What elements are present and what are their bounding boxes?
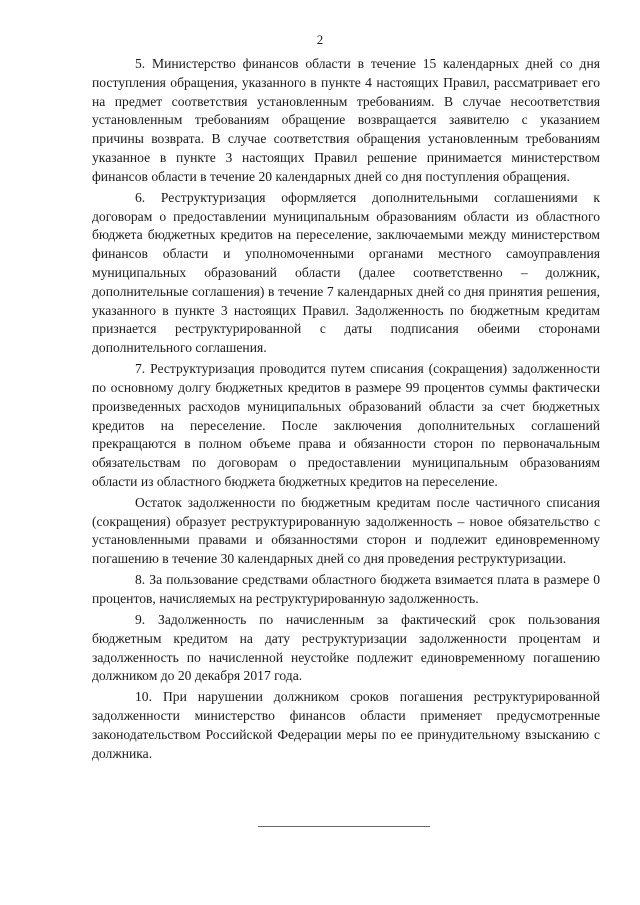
paragraph-8: 8. За пользование средствами областного бюджета взимается плата в размере 0 процентов, начисляемых на реструктурированную задолженность. <box>92 572 600 607</box>
paragraph-7-continued: Остаток задолженности по бюджетным кредитам после частичного списания (сокращения) образует реструктурированную задолженность – новое обязательство с установленными правами и обязанностями сторон и подлежит единовременному погашению в течение 30 календарных дней со дня проведения реструктуризации. <box>92 494 600 567</box>
document-body <box>92 55 600 766</box>
paragraph-9: 9. Задолженность по начисленным за фактический срок пользования бюджетным кредитом на дату реструктуризации задолженности процентам и задолженность по начисленной неустойке подлежит единовременному погашению должником до 20 декабря 2017 года. <box>92 612 600 684</box>
end-of-document-line <box>258 826 430 827</box>
page-number: 2 <box>316 32 324 47</box>
paragraph-6: 6. Реструктуризация оформляется дополнительными соглашениями к договорам о предоставлении муниципальным образованиям области из областного бюджета бюджетных кредитов на переселение, заключаемыми между министерством финансов области и уполномоченными органами местного самоуправления муниципальных образований области (далее соответственно – должник, дополнительные соглашения) в течение 7 календарных дней со дня принятия решения, указанного в пункте 3 настоящих Правил. Задолженность по бюджетным кредитам признается реструктурированной с даты подписания обеими сторонами дополнительного соглашения. <box>92 189 600 356</box>
paragraph-7: 7. Реструктуризация проводится путем списания (сокращения) задолженности по основному долгу бюджетных кредитов в размере 99 процентов суммы фактически произведенных расходов муниципальных образований области за счет бюджетных кредитов на переселение. После заключения дополнительных соглашений прекращаются в полном объеме права и обязанности сторон по первоначальным обязательствам по договорам о предоставлении муниципальным образованиям области из областного бюджета бюджетных кредитов на переселение. <box>92 361 600 489</box>
paragraph-10: 10. При нарушении должником сроков погашения реструктурированной задолженности министерство финансов области применяет предусмотренные законодательством Российской Федерации меры по ее принудительному взысканию с должника. <box>92 689 600 761</box>
paragraph-5: 5. Министерство финансов области в течение 15 календарных дней со дня поступления обращения, указанного в пункте 4 настоящих Правил, рассматривает его на предмет соответствия установленным требованиям. В случае несоответствия установленным требованиям обращение возвращается заявителю с указанием причины возврата. В случае соответствия обращения установленным требованиям указанное в пункте 3 настоящих Правил решение принимается министерством финансов области в течение 20 календарных дней со дня поступления обращения. <box>92 56 600 184</box>
